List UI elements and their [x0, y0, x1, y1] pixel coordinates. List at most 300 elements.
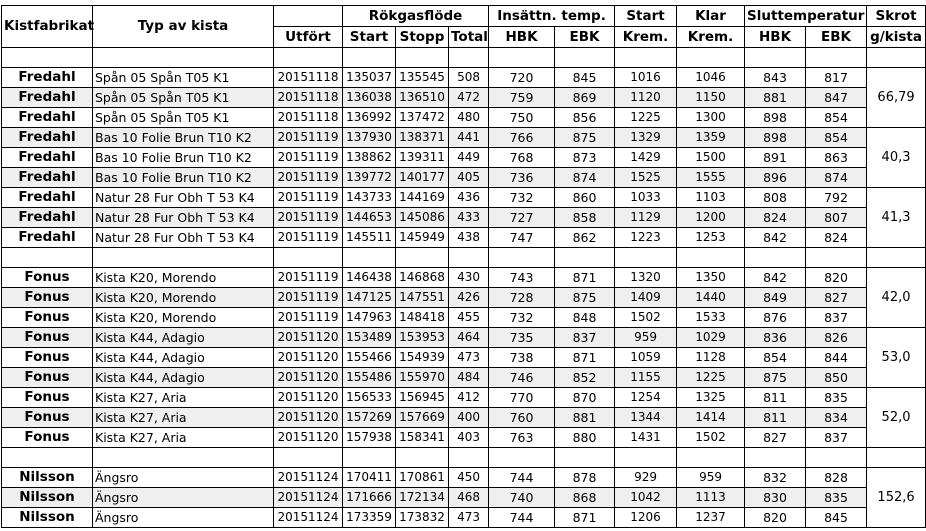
- insert-temp-ebk-cell: 848: [555, 308, 615, 328]
- table-row: [2, 328, 926, 348]
- coffin-type-cell: Bas 10 Folie Brun T10 K2: [93, 168, 274, 188]
- start-krem-cell: 929: [615, 468, 677, 488]
- end-temp-ebk-cell: 824: [806, 228, 867, 248]
- table-row: [2, 128, 926, 148]
- manufacturer-cell: Fonus: [2, 328, 93, 348]
- flow-start-cell: 145511: [343, 228, 396, 248]
- flow-stop-cell: 156945: [396, 388, 449, 408]
- insert-temp-ebk-cell: 871: [555, 348, 615, 368]
- insert-temp-hbk-cell: 747: [489, 228, 555, 248]
- flow-stop-cell: 157669: [396, 408, 449, 428]
- insert-temp-ebk-cell: 856: [555, 108, 615, 128]
- klar-krem-cell: 1414: [677, 408, 745, 428]
- table-row: [2, 188, 926, 208]
- klar-krem-cell: 1440: [677, 288, 745, 308]
- flow-stop-cell: 140177: [396, 168, 449, 188]
- coffin-type-cell: Ängsro: [93, 508, 274, 528]
- empty-cell: [745, 448, 806, 468]
- table-row: [2, 88, 926, 108]
- flow-start-cell: 146438: [343, 268, 396, 288]
- start-krem-cell: 1042: [615, 488, 677, 508]
- flow-total-cell: 430: [449, 268, 489, 288]
- start-krem-cell: 1206: [615, 508, 677, 528]
- flow-stop-cell: 139311: [396, 148, 449, 168]
- table-row: [2, 368, 926, 388]
- manufacturer-cell: Fredahl: [2, 208, 93, 228]
- insert-temp-ebk-cell: 874: [555, 168, 615, 188]
- flow-total-cell: 450: [449, 468, 489, 488]
- insert-temp-hbk-cell: 720: [489, 68, 555, 88]
- insert-temp-hbk-cell: 760: [489, 408, 555, 428]
- header-start-krem-bottom: Krem.: [615, 27, 677, 48]
- end-temp-ebk-cell: 827: [806, 288, 867, 308]
- empty-cell: [343, 448, 396, 468]
- empty-cell: [867, 248, 926, 268]
- empty-cell: [555, 48, 615, 68]
- insert-temp-hbk-cell: 763: [489, 428, 555, 448]
- flow-start-cell: 153489: [343, 328, 396, 348]
- header-slutt-ebk: EBK: [806, 27, 867, 48]
- flow-start-cell: 138862: [343, 148, 396, 168]
- header-klar-krem-bottom: Krem.: [677, 27, 745, 48]
- klar-krem-cell: 1200: [677, 208, 745, 228]
- table-row: [2, 208, 926, 228]
- flow-start-cell: 137930: [343, 128, 396, 148]
- header-stopp: Stopp: [396, 27, 449, 48]
- coffin-type-cell: Bas 10 Folie Brun T10 K2: [93, 148, 274, 168]
- start-krem-cell: 1016: [615, 68, 677, 88]
- empty-cell: [489, 248, 555, 268]
- date-cell: 20151120: [274, 328, 343, 348]
- klar-krem-cell: 1029: [677, 328, 745, 348]
- skrot-value-cell: 41,3: [867, 188, 926, 248]
- flow-total-cell: 426: [449, 288, 489, 308]
- flow-stop-cell: 155970: [396, 368, 449, 388]
- empty-cell: [274, 448, 343, 468]
- flow-total-cell: 449: [449, 148, 489, 168]
- flow-total-cell: 480: [449, 108, 489, 128]
- end-temp-hbk-cell: 875: [745, 368, 806, 388]
- crematorium-data-table: [1, 5, 926, 528]
- flow-start-cell: 135037: [343, 68, 396, 88]
- date-cell: 20151118: [274, 88, 343, 108]
- klar-krem-cell: 1237: [677, 508, 745, 528]
- empty-cell: [449, 48, 489, 68]
- empty-cell: [449, 248, 489, 268]
- empty-cell: [489, 448, 555, 468]
- header-klar-krem-top: Klar: [677, 6, 745, 27]
- insert-temp-hbk-cell: 728: [489, 288, 555, 308]
- flow-start-cell: 136038: [343, 88, 396, 108]
- end-temp-ebk-cell: 845: [806, 508, 867, 528]
- klar-krem-cell: 1113: [677, 488, 745, 508]
- manufacturer-cell: Nilsson: [2, 488, 93, 508]
- empty-cell: [745, 248, 806, 268]
- empty-cell: [806, 448, 867, 468]
- manufacturer-cell: Fredahl: [2, 148, 93, 168]
- empty-cell: [867, 448, 926, 468]
- skrot-value-cell: 53,0: [867, 328, 926, 388]
- end-temp-ebk-cell: 854: [806, 108, 867, 128]
- flow-stop-cell: 138371: [396, 128, 449, 148]
- header-utfort-top: [274, 6, 343, 27]
- end-temp-hbk-cell: 836: [745, 328, 806, 348]
- date-cell: 20151124: [274, 488, 343, 508]
- insert-temp-ebk-cell: 845: [555, 68, 615, 88]
- insert-temp-hbk-cell: 768: [489, 148, 555, 168]
- start-krem-cell: 1120: [615, 88, 677, 108]
- empty-cell: [2, 448, 93, 468]
- end-temp-ebk-cell: 863: [806, 148, 867, 168]
- end-temp-hbk-cell: 854: [745, 348, 806, 368]
- klar-krem-cell: 1325: [677, 388, 745, 408]
- start-krem-cell: 1254: [615, 388, 677, 408]
- end-temp-hbk-cell: 827: [745, 428, 806, 448]
- klar-krem-cell: 1350: [677, 268, 745, 288]
- flow-total-cell: 400: [449, 408, 489, 428]
- header-insattn-hbk: HBK: [489, 27, 555, 48]
- manufacturer-cell: Fredahl: [2, 88, 93, 108]
- empty-cell: [343, 248, 396, 268]
- header-sluttemperatur: Sluttemperatur: [745, 6, 867, 27]
- empty-cell: [2, 48, 93, 68]
- coffin-type-cell: Kista K27, Aria: [93, 388, 274, 408]
- start-krem-cell: 1329: [615, 128, 677, 148]
- end-temp-ebk-cell: 850: [806, 368, 867, 388]
- klar-krem-cell: 1533: [677, 308, 745, 328]
- end-temp-ebk-cell: 847: [806, 88, 867, 108]
- date-cell: 20151119: [274, 148, 343, 168]
- start-krem-cell: 959: [615, 328, 677, 348]
- end-temp-hbk-cell: 876: [745, 308, 806, 328]
- date-cell: 20151118: [274, 68, 343, 88]
- start-krem-cell: 1409: [615, 288, 677, 308]
- end-temp-ebk-cell: 854: [806, 128, 867, 148]
- table-row: [2, 348, 926, 368]
- empty-cell: [677, 48, 745, 68]
- date-cell: 20151120: [274, 388, 343, 408]
- coffin-type-cell: Kista K20, Morendo: [93, 308, 274, 328]
- start-krem-cell: 1344: [615, 408, 677, 428]
- manufacturer-cell: Nilsson: [2, 468, 93, 488]
- table-row: [2, 148, 926, 168]
- empty-cell: [2, 248, 93, 268]
- insert-temp-hbk-cell: 740: [489, 488, 555, 508]
- empty-cell: [555, 448, 615, 468]
- empty-cell: [343, 48, 396, 68]
- manufacturer-cell: Fonus: [2, 348, 93, 368]
- manufacturer-cell: Fonus: [2, 368, 93, 388]
- manufacturer-cell: Fredahl: [2, 128, 93, 148]
- flow-start-cell: 143733: [343, 188, 396, 208]
- header-kistfabrikat: Kistfabrikat: [2, 6, 93, 48]
- end-temp-ebk-cell: 826: [806, 328, 867, 348]
- end-temp-hbk-cell: 811: [745, 408, 806, 428]
- manufacturer-cell: Fredahl: [2, 228, 93, 248]
- end-temp-hbk-cell: 891: [745, 148, 806, 168]
- end-temp-hbk-cell: 830: [745, 488, 806, 508]
- insert-temp-hbk-cell: 750: [489, 108, 555, 128]
- insert-temp-hbk-cell: 732: [489, 188, 555, 208]
- flow-stop-cell: 173832: [396, 508, 449, 528]
- skrot-value-cell: 52,0: [867, 388, 926, 448]
- flow-stop-cell: 135545: [396, 68, 449, 88]
- flow-stop-cell: 145086: [396, 208, 449, 228]
- empty-cell: [274, 48, 343, 68]
- empty-cell: [396, 448, 449, 468]
- end-temp-ebk-cell: 837: [806, 428, 867, 448]
- manufacturer-cell: Fredahl: [2, 188, 93, 208]
- start-krem-cell: 1033: [615, 188, 677, 208]
- insert-temp-hbk-cell: 744: [489, 508, 555, 528]
- empty-cell: [396, 248, 449, 268]
- end-temp-ebk-cell: 828: [806, 468, 867, 488]
- flow-total-cell: 484: [449, 368, 489, 388]
- date-cell: 20151119: [274, 228, 343, 248]
- empty-cell: [396, 48, 449, 68]
- table-row: [2, 228, 926, 248]
- flow-start-cell: 155466: [343, 348, 396, 368]
- manufacturer-cell: Nilsson: [2, 508, 93, 528]
- flow-total-cell: 473: [449, 508, 489, 528]
- insert-temp-hbk-cell: 732: [489, 308, 555, 328]
- flow-stop-cell: 145949: [396, 228, 449, 248]
- coffin-type-cell: Kista K27, Aria: [93, 428, 274, 448]
- table-row: [2, 408, 926, 428]
- flow-stop-cell: 170861: [396, 468, 449, 488]
- manufacturer-cell: Fonus: [2, 428, 93, 448]
- end-temp-ebk-cell: 807: [806, 208, 867, 228]
- klar-krem-cell: 1150: [677, 88, 745, 108]
- coffin-type-cell: Kista K44, Adagio: [93, 348, 274, 368]
- table-row: [2, 108, 926, 128]
- manufacturer-cell: Fonus: [2, 268, 93, 288]
- empty-cell: [555, 248, 615, 268]
- flow-start-cell: 147125: [343, 288, 396, 308]
- start-krem-cell: 1502: [615, 308, 677, 328]
- insert-temp-ebk-cell: 870: [555, 388, 615, 408]
- start-krem-cell: 1059: [615, 348, 677, 368]
- klar-krem-cell: 1253: [677, 228, 745, 248]
- end-temp-hbk-cell: 881: [745, 88, 806, 108]
- flow-total-cell: 508: [449, 68, 489, 88]
- flow-total-cell: 405: [449, 168, 489, 188]
- header-skrot-top: Skrot: [867, 6, 926, 27]
- skrot-value-cell: 42,0: [867, 268, 926, 328]
- header-skrot-unit: g/kista: [867, 27, 926, 48]
- coffin-type-cell: Kista K20, Morendo: [93, 268, 274, 288]
- date-cell: 20151119: [274, 288, 343, 308]
- flow-start-cell: 171666: [343, 488, 396, 508]
- insert-temp-ebk-cell: 837: [555, 328, 615, 348]
- klar-krem-cell: 1103: [677, 188, 745, 208]
- table-row: [2, 468, 926, 488]
- end-temp-ebk-cell: 835: [806, 488, 867, 508]
- klar-krem-cell: 1128: [677, 348, 745, 368]
- insert-temp-hbk-cell: 735: [489, 328, 555, 348]
- flow-stop-cell: 153953: [396, 328, 449, 348]
- flow-total-cell: 436: [449, 188, 489, 208]
- manufacturer-cell: Fonus: [2, 288, 93, 308]
- flow-total-cell: 433: [449, 208, 489, 228]
- date-cell: 20151118: [274, 108, 343, 128]
- date-cell: 20151120: [274, 428, 343, 448]
- date-cell: 20151120: [274, 408, 343, 428]
- end-temp-ebk-cell: 834: [806, 408, 867, 428]
- flow-start-cell: 156533: [343, 388, 396, 408]
- insert-temp-ebk-cell: 881: [555, 408, 615, 428]
- coffin-type-cell: Ängsro: [93, 488, 274, 508]
- end-temp-hbk-cell: 820: [745, 508, 806, 528]
- empty-cell: [93, 48, 274, 68]
- insert-temp-ebk-cell: 875: [555, 288, 615, 308]
- flow-stop-cell: 137472: [396, 108, 449, 128]
- date-cell: 20151119: [274, 208, 343, 228]
- insert-temp-ebk-cell: 871: [555, 508, 615, 528]
- table-row: [2, 388, 926, 408]
- insert-temp-ebk-cell: 873: [555, 148, 615, 168]
- insert-temp-hbk-cell: 743: [489, 268, 555, 288]
- flow-start-cell: 147963: [343, 308, 396, 328]
- header-rokgasflode: Rökgasflöde: [343, 6, 489, 27]
- date-cell: 20151120: [274, 348, 343, 368]
- table-row: [2, 488, 926, 508]
- empty-cell: [867, 48, 926, 68]
- manufacturer-cell: Fredahl: [2, 108, 93, 128]
- empty-cell: [745, 48, 806, 68]
- start-krem-cell: 1155: [615, 368, 677, 388]
- coffin-type-cell: Ängsro: [93, 468, 274, 488]
- header-start: Start: [343, 27, 396, 48]
- end-temp-hbk-cell: 843: [745, 68, 806, 88]
- table-row: [2, 168, 926, 188]
- date-cell: 20151119: [274, 308, 343, 328]
- end-temp-hbk-cell: 898: [745, 108, 806, 128]
- flow-stop-cell: 146868: [396, 268, 449, 288]
- coffin-type-cell: Natur 28 Fur Obh T 53 K4: [93, 188, 274, 208]
- end-temp-hbk-cell: 896: [745, 168, 806, 188]
- group-spacer-row: [2, 448, 926, 468]
- insert-temp-ebk-cell: 860: [555, 188, 615, 208]
- empty-cell: [677, 248, 745, 268]
- end-temp-ebk-cell: 837: [806, 308, 867, 328]
- flow-stop-cell: 154939: [396, 348, 449, 368]
- flow-stop-cell: 148418: [396, 308, 449, 328]
- header-insattn-ebk: EBK: [555, 27, 615, 48]
- flow-stop-cell: 158341: [396, 428, 449, 448]
- flow-total-cell: 472: [449, 88, 489, 108]
- coffin-type-cell: Kista K20, Morendo: [93, 288, 274, 308]
- coffin-type-cell: Spån 05 Spån T05 K1: [93, 68, 274, 88]
- insert-temp-ebk-cell: 880: [555, 428, 615, 448]
- manufacturer-cell: Fonus: [2, 388, 93, 408]
- end-temp-ebk-cell: 874: [806, 168, 867, 188]
- klar-krem-cell: 959: [677, 468, 745, 488]
- klar-krem-cell: 1359: [677, 128, 745, 148]
- start-krem-cell: 1223: [615, 228, 677, 248]
- flow-start-cell: 157938: [343, 428, 396, 448]
- header-typ-av-kista: Typ av kista: [93, 6, 274, 48]
- table-row: [2, 308, 926, 328]
- klar-krem-cell: 1555: [677, 168, 745, 188]
- start-krem-cell: 1129: [615, 208, 677, 228]
- flow-total-cell: 441: [449, 128, 489, 148]
- group-spacer-row: [2, 248, 926, 268]
- empty-cell: [93, 448, 274, 468]
- end-temp-hbk-cell: 842: [745, 268, 806, 288]
- empty-cell: [615, 248, 677, 268]
- start-krem-cell: 1225: [615, 108, 677, 128]
- flow-stop-cell: 144169: [396, 188, 449, 208]
- insert-temp-hbk-cell: 766: [489, 128, 555, 148]
- empty-cell: [615, 48, 677, 68]
- flow-start-cell: 144653: [343, 208, 396, 228]
- flow-total-cell: 464: [449, 328, 489, 348]
- end-temp-hbk-cell: 849: [745, 288, 806, 308]
- end-temp-hbk-cell: 842: [745, 228, 806, 248]
- empty-cell: [449, 448, 489, 468]
- end-temp-hbk-cell: 898: [745, 128, 806, 148]
- insert-temp-ebk-cell: 878: [555, 468, 615, 488]
- end-temp-hbk-cell: 808: [745, 188, 806, 208]
- date-cell: 20151119: [274, 188, 343, 208]
- insert-temp-hbk-cell: 744: [489, 468, 555, 488]
- flow-start-cell: 157269: [343, 408, 396, 428]
- flow-total-cell: 403: [449, 428, 489, 448]
- insert-temp-ebk-cell: 875: [555, 128, 615, 148]
- end-temp-ebk-cell: 844: [806, 348, 867, 368]
- table-row: [2, 508, 926, 528]
- flow-start-cell: 155486: [343, 368, 396, 388]
- klar-krem-cell: 1500: [677, 148, 745, 168]
- manufacturer-cell: Fredahl: [2, 168, 93, 188]
- empty-cell: [274, 248, 343, 268]
- table-row: [2, 68, 926, 88]
- header-slutt-hbk: HBK: [745, 27, 806, 48]
- table-row: [2, 288, 926, 308]
- empty-cell: [615, 448, 677, 468]
- empty-cell: [677, 448, 745, 468]
- header-insattn-temp: Insättn. temp.: [489, 6, 615, 27]
- flow-stop-cell: 172134: [396, 488, 449, 508]
- manufacturer-cell: Fonus: [2, 408, 93, 428]
- coffin-type-cell: Natur 28 Fur Obh T 53 K4: [93, 208, 274, 228]
- coffin-type-cell: Spån 05 Spån T05 K1: [93, 108, 274, 128]
- flow-total-cell: 412: [449, 388, 489, 408]
- end-temp-ebk-cell: 792: [806, 188, 867, 208]
- skrot-value-cell: 66,79: [867, 68, 926, 128]
- skrot-value-cell: 40,3: [867, 128, 926, 188]
- flow-total-cell: 455: [449, 308, 489, 328]
- insert-temp-ebk-cell: 858: [555, 208, 615, 228]
- flow-total-cell: 438: [449, 228, 489, 248]
- start-krem-cell: 1429: [615, 148, 677, 168]
- flow-start-cell: 136992: [343, 108, 396, 128]
- flow-stop-cell: 136510: [396, 88, 449, 108]
- insert-temp-hbk-cell: 746: [489, 368, 555, 388]
- end-temp-ebk-cell: 820: [806, 268, 867, 288]
- date-cell: 20151119: [274, 168, 343, 188]
- insert-temp-hbk-cell: 736: [489, 168, 555, 188]
- insert-temp-hbk-cell: 727: [489, 208, 555, 228]
- header-row-1: [2, 6, 926, 27]
- end-temp-ebk-cell: 835: [806, 388, 867, 408]
- group-spacer-row: [2, 48, 926, 68]
- end-temp-hbk-cell: 824: [745, 208, 806, 228]
- date-cell: 20151124: [274, 508, 343, 528]
- flow-stop-cell: 147551: [396, 288, 449, 308]
- table-row: [2, 268, 926, 288]
